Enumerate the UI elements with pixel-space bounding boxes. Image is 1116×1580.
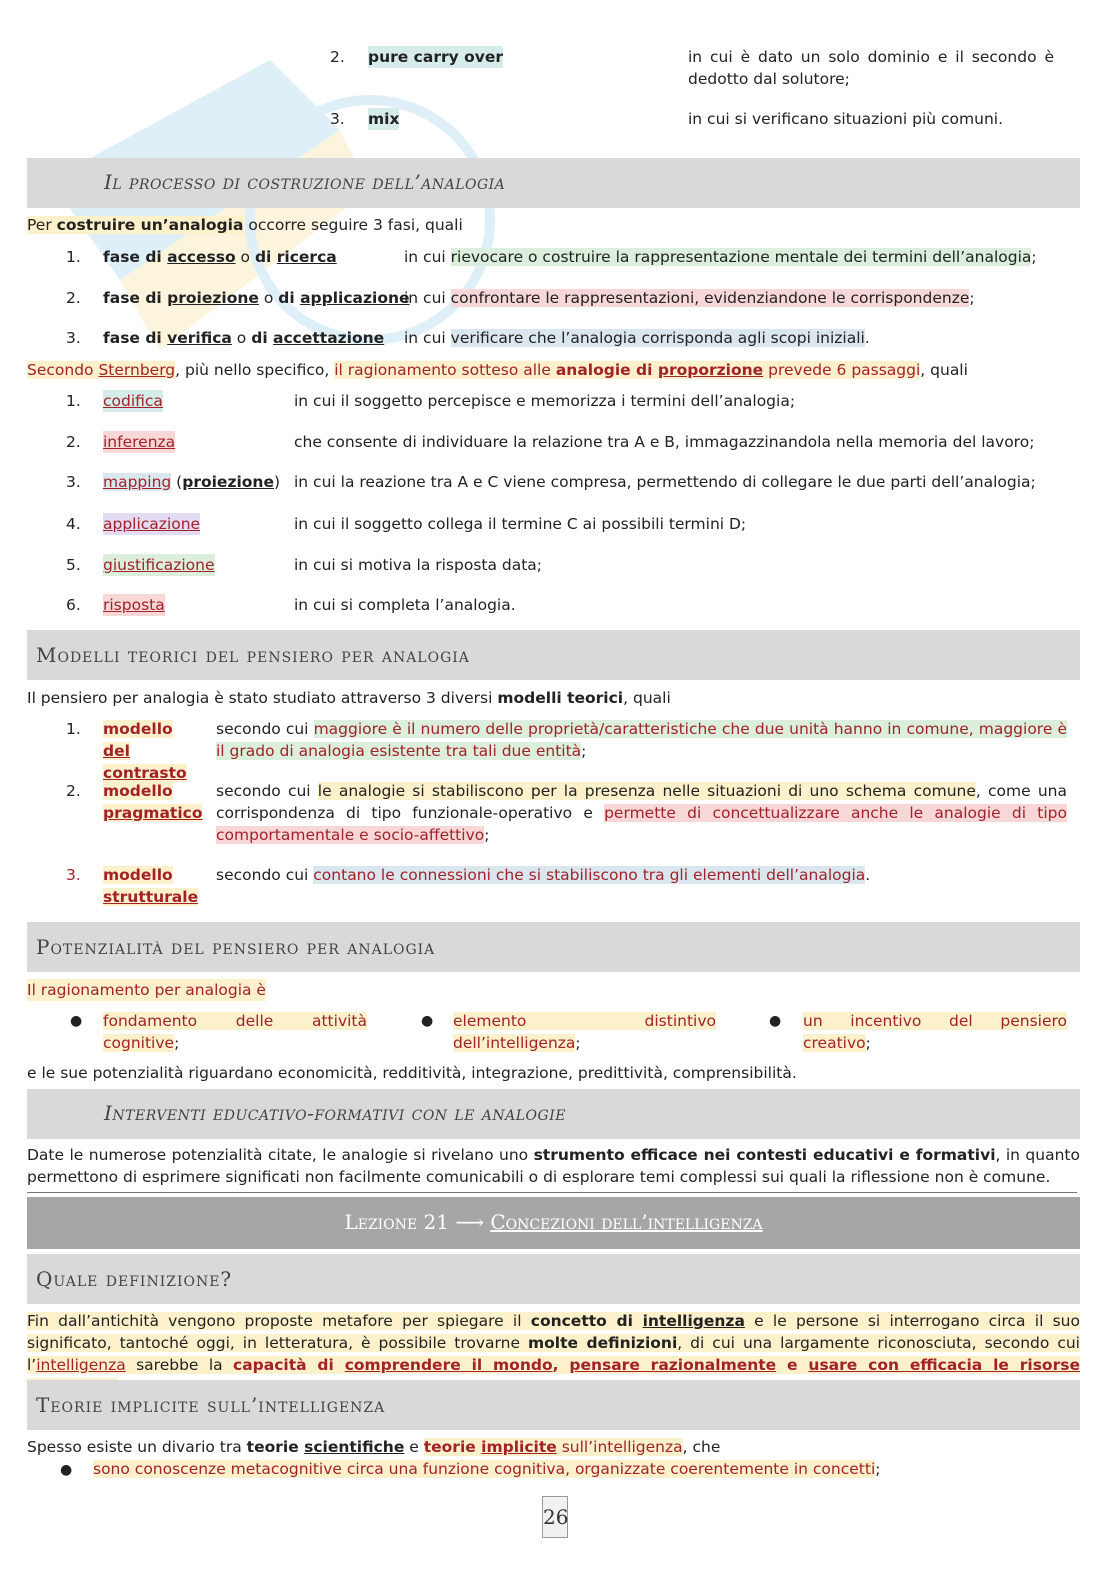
carry-description: in cui si verificano situazioni più comuni. xyxy=(688,110,1003,128)
model-description: secondo cui le analogie si stabiliscono per la presenza nelle situazioni di uno schema comune, come una corrispondenza di tipo funzionale-operativo e permette di concettualizzare anche le analogie di tipo comportamentale e socio-affettivo; xyxy=(216,782,1067,844)
list-number: 2. xyxy=(66,782,81,800)
section-title: Teorie implicite sull’intelligenza xyxy=(36,1393,386,1417)
bullet-dot: ● xyxy=(70,1013,83,1029)
step-description: che consente di individuare la relazione tra A e B, immagazzinandola nella memoria del lavoro; xyxy=(294,433,1035,451)
step-term: risposta xyxy=(103,596,165,614)
model-title: modello strutturale xyxy=(103,866,199,906)
bullet-item: un incentivo del pensiero creativo; xyxy=(803,1012,1067,1052)
list-number: 6. xyxy=(66,596,81,614)
section-title: Quale definizione? xyxy=(36,1267,233,1291)
step-description: in cui si completa l’analogia. xyxy=(294,596,516,614)
list-number: 4. xyxy=(66,515,81,533)
page-number: 26 xyxy=(542,1496,568,1538)
list-number: 3. xyxy=(66,473,81,491)
paragraph: Spesso esiste un divario tra teorie scientifiche e teorie implicite sull’intelligenza, che xyxy=(27,1438,721,1456)
step-term: inferenza xyxy=(103,433,176,451)
bullet-item: elemento distintivo dell’intelligenza; xyxy=(453,1012,716,1052)
list-number: 3. xyxy=(330,110,345,128)
paragraph: Il ragionamento per analogia è xyxy=(27,981,266,999)
bullet-dot: ● xyxy=(769,1013,782,1029)
step-description: in cui il soggetto collega il termine C ai possibili termini D; xyxy=(294,515,747,533)
list-number: 1. xyxy=(66,392,81,410)
paragraph: e le sue potenzialità riguardano economicità, redditività, integrazione, predittività, comprensibilità. xyxy=(27,1064,797,1082)
carry-term: mix xyxy=(368,110,400,128)
model-description: secondo cui contano le connessioni che si stabiliscono tra gli elementi dell’analogia. xyxy=(216,866,871,884)
carry-description: in cui è dato un solo dominio e il secondo è dedotto dal solutore; xyxy=(688,48,1054,88)
model-description: secondo cui maggiore è il numero delle proprietà/caratteristiche che due unità hanno in comune, maggiore è il grado di analogia esistente tra tali due entità; xyxy=(216,720,1067,760)
step-term: giustificazione xyxy=(103,556,215,574)
list-number: 5. xyxy=(66,556,81,574)
paragraph: Fin dall’antichità vengono proposte metafore per spiegare il concetto di intelligenza e le persone si interrogano circa il suo significato, tantoché oggi, in letteratura, è possibile trovarne molte definizioni, di cui una largamente riconosciuta, secondo cui l’intelligenza sarebbe la capacità di comprendere il mondo, pensare razionalmente e usare con efficacia le risorse xyxy=(27,1310,1080,1398)
list-number: 2. xyxy=(330,48,345,66)
phase-description: in cui verificare che l’analogia corrisponda agli scopi iniziali. xyxy=(404,329,870,347)
step-term: applicazione xyxy=(103,515,201,533)
carry-term: pure carry over xyxy=(368,48,504,66)
phase-title: fase di proiezione o di applicazione xyxy=(103,289,410,307)
list-number: 3. xyxy=(66,329,81,347)
list-number: 2. xyxy=(66,433,81,451)
paragraph: Date le numerose potenzialità citate, le analogie si rivelano uno strumento efficace nei contesti educativi e formativi, in quanto permettono di esprimere significati non facilmente comunicabili o di esplorare temi complessi sui quali la riflessione non è comune. xyxy=(27,1146,1080,1186)
step-description: in cui si motiva la risposta data; xyxy=(294,556,543,574)
model-title: modello pragmatico xyxy=(103,782,203,822)
phase-title: fase di verifica o di accettazione xyxy=(103,329,385,347)
section-title: Potenzialità del pensiero per analogia xyxy=(36,935,436,959)
list-number: 1. xyxy=(66,248,81,266)
section-title: Interventi educativo-formativi con le analogie xyxy=(104,1101,566,1125)
phase-description: in cui confrontare le rappresentazioni, evidenziandone le corrispondenze; xyxy=(404,289,975,307)
phase-description: in cui rievocare o costruire la rappresentazione mentale dei termini dell’analogia; xyxy=(404,248,1037,266)
phase-title: fase di accesso o di ricerca xyxy=(103,248,337,266)
step-term: mapping (proiezione) xyxy=(103,473,281,491)
list-number: 1. xyxy=(66,720,81,738)
step-term: codifica xyxy=(103,392,163,410)
divider xyxy=(27,1192,1077,1193)
list-number: 3. xyxy=(66,866,81,884)
bullet-dot: ● xyxy=(60,1462,73,1478)
step-description: in cui il soggetto percepisce e memorizza i termini dell’analogia; xyxy=(294,392,796,410)
list-number: 2. xyxy=(66,289,81,307)
paragraph: Il pensiero per analogia è stato studiato attraverso 3 diversi modelli teorici, quali xyxy=(27,689,671,707)
bullet-item: sono conoscenze metacognitive circa una funzione cognitiva, organizzate coerentemente in concetti; xyxy=(93,1460,881,1478)
lesson-title: Lezione 21 ⟶ Concezioni dell’intelligenza xyxy=(344,1210,763,1234)
paragraph: Secondo Sternberg, più nello specifico, il ragionamento sotteso alle analogie di proporzione prevede 6 passaggi, quali xyxy=(27,361,968,379)
model-title: modello del contrasto xyxy=(103,720,187,782)
section-title: Modelli teorici del pensiero per analogia xyxy=(36,643,470,667)
bullet-item: fondamento delle attività cognitive; xyxy=(103,1012,367,1052)
section-title: Il processo di costruzione dell’analogia xyxy=(104,170,506,194)
paragraph: Per costruire un’analogia occorre seguire 3 fasi, quali xyxy=(27,216,463,234)
step-description: in cui la reazione tra A e C viene compresa, permettendo di collegare le due parti dell’analogia; xyxy=(294,473,1036,491)
bullet-dot: ● xyxy=(421,1013,434,1029)
